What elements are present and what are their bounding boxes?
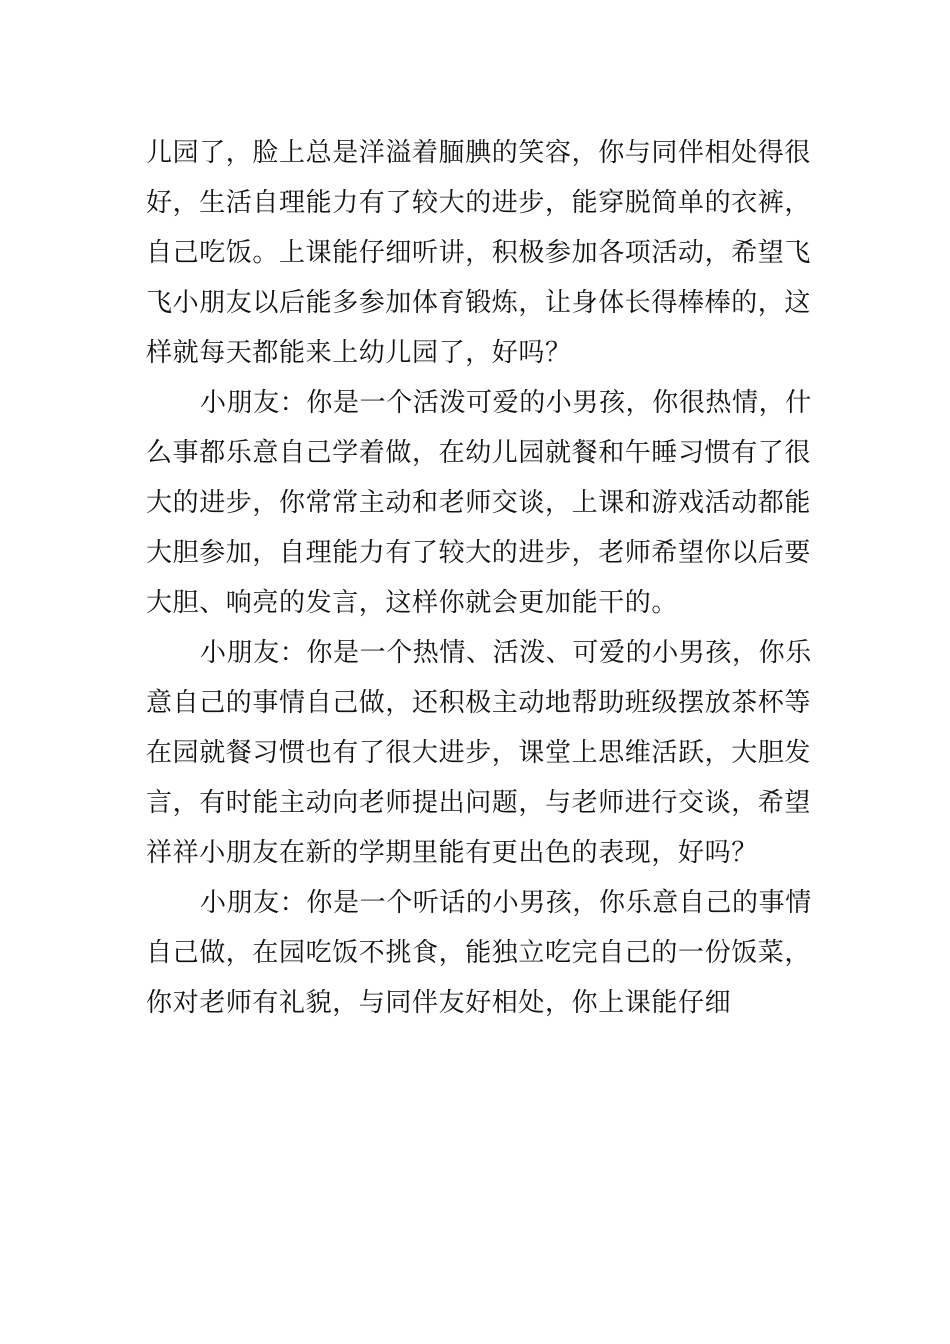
text-line: 样就每天都能来上幼儿园了，好吗？	[146, 338, 572, 368]
text-line: 么事都乐意自己学着做，在幼儿园就餐和午睡习惯有了很	[146, 438, 812, 468]
text-line: 言，有时能主动向老师提出问题，与老师进行交谈，希望	[146, 788, 812, 818]
text-line: 在园就餐习惯也有了很大进步，课堂上思维活跃，大胆发	[146, 738, 812, 768]
paragraph-1	[146, 128, 810, 378]
text-line: 祥祥小朋友在新的学期里能有更出色的表现，好吗？	[146, 838, 758, 868]
text-line: 好，生活自理能力有了较大的进步，能穿脱简单的衣裤，	[146, 188, 812, 218]
text-line: 儿园了，脸上总是洋溢着腼腆的笑容，你与同伴相处得很	[146, 138, 812, 168]
paragraph-2	[146, 378, 810, 628]
text-line: 小朋友：你是一个听话的小男孩，你乐意自己的事情	[200, 888, 812, 918]
text-line: 小朋友：你是一个活泼可爱的小男孩，你很热情，什	[200, 388, 812, 418]
paragraph-3	[146, 628, 810, 878]
text-line: 大胆参加，自理能力有了较大的进步，老师希望你以后要	[146, 538, 812, 568]
text-line: 你对老师有礼貌，与同伴友好相处，你上课能仔细	[146, 988, 732, 1018]
document-body	[146, 128, 810, 1028]
text-line: 自己做，在园吃饭不挑食，能独立吃完自己的一份饭菜，	[146, 938, 812, 968]
paragraph-4	[146, 878, 810, 1028]
text-line: 大胆、响亮的发言，这样你就会更加能干的。	[146, 588, 679, 618]
text-line: 小朋友：你是一个热情、活泼、可爱的小男孩，你乐	[200, 638, 812, 668]
text-line: 大的进步，你常常主动和老师交谈，上课和游戏活动都能	[146, 488, 812, 518]
text-line: 自己吃饭。上课能仔细听讲，积极参加各项活动，希望飞	[146, 238, 812, 268]
text-line: 意自己的事情自己做，还积极主动地帮助班级摆放茶杯等	[146, 688, 812, 718]
text-line: 飞小朋友以后能多参加体育锻炼，让身体长得棒棒的，这	[146, 288, 812, 318]
